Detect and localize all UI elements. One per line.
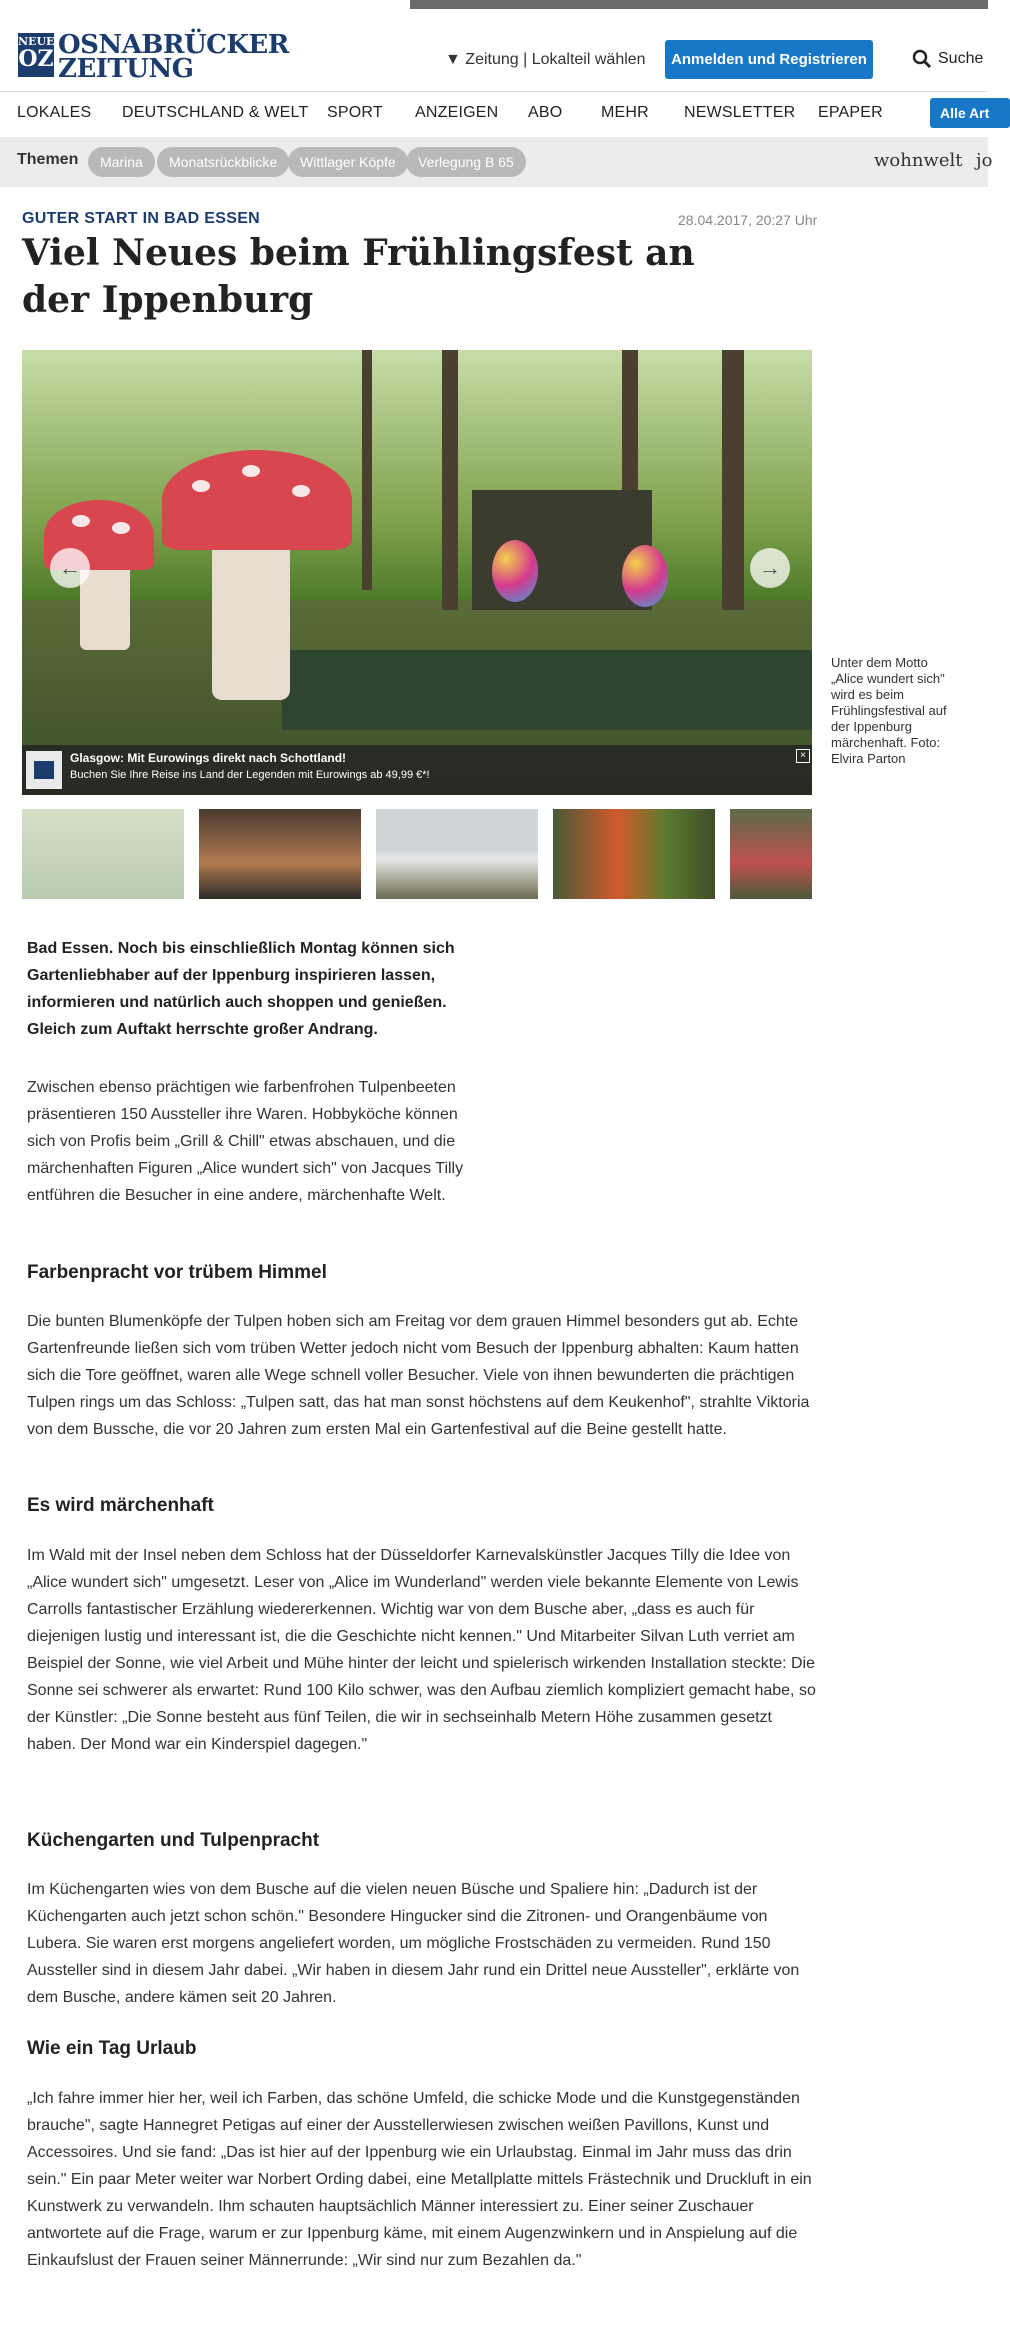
photo-balloons xyxy=(622,545,668,607)
nav-item-sport[interactable]: SPORT xyxy=(327,104,383,121)
main-nav xyxy=(0,91,988,138)
ad-logo xyxy=(26,751,62,789)
photo-mushroom-cap xyxy=(162,450,352,550)
themen-chip-wittlager-koepfe[interactable]: Wittlager Köpfe xyxy=(288,147,408,177)
photo-balloons xyxy=(492,540,538,602)
logo-wordmark xyxy=(58,30,289,84)
nav-item-epaper[interactable]: EPAPER xyxy=(818,104,883,121)
zeitung-selector[interactable] xyxy=(445,51,646,69)
themen-chip-verlegung-b65[interactable]: Verlegung B 65 xyxy=(406,147,526,177)
logo[interactable] xyxy=(18,30,289,84)
nav-item-mehr[interactable]: MEHR xyxy=(601,104,649,121)
gallery-thumbnails xyxy=(22,809,812,899)
caret-down-icon: ▼ xyxy=(445,51,461,68)
article-date: 28.04.2017, 20:27 Uhr xyxy=(678,212,818,228)
thumbnail-5[interactable] xyxy=(730,809,812,899)
all-articles-button[interactable]: Alle Art xyxy=(930,98,1010,128)
article-kicker: GUTER START IN BAD ESSEN xyxy=(22,210,261,227)
nav-item-deutschland-welt[interactable]: DEUTSCHLAND & WELT xyxy=(122,104,309,121)
section-heading: Es wird märchenhaft xyxy=(27,1495,214,1516)
photo-tree xyxy=(362,350,372,590)
search-button[interactable] xyxy=(912,49,983,69)
photo-mushroom-dot xyxy=(72,515,90,527)
article-paragraph: „Ich fahre immer hier her, weil ich Farben, das schöne Umfeld, die schicke Mode und die Kunstgegenständen brauche", sagte Hannegret Petigas auf einer der Ausstellerwiesen zwischen weißen Pavillons, Kunst und Accessoires. Und sie fand: „Das ist hier auf der Ippenburg wie ein Urlaubstag. Einmal im Jahr muss das drin sein." Ein paar Meter weiter war Norbert Ording dabei, eine Metallplatte mittels Frästechnik und Druckluft in ein Kunstwerk zu verwandeln. Ihm schauten hauptsächlich Männer interessiert zu. Einer seiner Zuschauer antwortete auf die Frage, warum er zur Ippenburg käme, mit einem Augenzwinkern und in Anspielung auf die Einkaufslust der Frauen seiner Männerrunde: „Wir sind nur zum Bezahlen da." xyxy=(27,2090,812,2269)
nav-item-lokales[interactable]: LOKALES xyxy=(17,104,92,121)
ad-title: Glasgow: Mit Eurowings direkt nach Schottland! xyxy=(70,751,347,765)
photo-mushroom-dot xyxy=(292,485,310,497)
logo-oz: OZ xyxy=(18,46,54,72)
thumbnail-2[interactable] xyxy=(199,809,361,899)
top-ad-strip[interactable] xyxy=(410,0,988,9)
article-paragraph: Im Küchengarten wies von dem Busche auf die vielen neuen Büsche und Spaliere hin: „Dadurch ist der Küchengarten auch jetzt schon schön." Besondere Hingucker sind die Zitronen- und Orangenbäume von Lubera. Sie waren erst morgens angeliefert worden, um mögliche Frostschäden zu vermeiden. Rund 150 Aussteller sind in diesem Jahr dabei. „Wir haben in diesem Jahr rund ein Drittel neue Aussteller", erklärte von dem Busche, andere kämen seit 20 Jahren. xyxy=(27,1881,800,2006)
section-heading: Farbenpracht vor trübem Himmel xyxy=(27,1262,327,1283)
photo-mushroom-dot xyxy=(112,522,130,534)
ad-text: Buchen Sie Ihre Reise ins Land der Legenden mit Eurowings ab 49,99 €*! xyxy=(70,769,430,781)
ad-close-icon[interactable]: × xyxy=(796,749,810,763)
login-register-button[interactable]: Anmelden und Registrieren xyxy=(665,40,873,79)
themen-chip-marina[interactable]: Marina xyxy=(88,147,155,177)
section-heading: Wie ein Tag Urlaub xyxy=(27,2038,197,2059)
gallery-prev-arrow-icon[interactable]: ← xyxy=(50,548,90,588)
photo-mushroom-dot xyxy=(242,465,260,477)
logo-line-2: ZEITUNG xyxy=(58,54,194,84)
article-paragraph: Im Wald mit der Insel neben dem Schloss hat der Düsseldorfer Karnevalskünstler Jacques Tilly die Idee von „Alice wundert sich" umgesetzt. Leser von „Alice im Wunderland" werden viele bekannte Elemente von Lewis Carrolls fantastischer Erzählung wiedererkennen. Wichtig war von dem Busche aber, „dass es auch für diejenigen lustig und interessant ist, die die Geschichte nicht kennen." Und Mitarbeiter Silvan Luth verriet am Beispiel der Sonne, wie viel Arbeit und Mühe hinter der leicht und spielerisch wirkenden Installation steckte: Die Sonne sei schwerer als erwartet: Rund 100 Kilo schwer, was den Aufbau ziemlich kompliziert gemacht habe, so der Künstler: „Die Sonne besteht aus fünf Teilen, die wir in sechseinhalb Metern Höhe zusammen gesetzt haben. Der Mond war ein Kinderspiel dagegen." xyxy=(27,1547,816,1753)
logo-neue: NEUE xyxy=(18,35,55,48)
zeitung-selector-label: Zeitung | Lokalteil wählen xyxy=(465,51,646,68)
gallery-ad-banner[interactable] xyxy=(22,745,812,795)
nav-item-newsletter[interactable]: NEWSLETTER xyxy=(684,104,796,121)
section-heading: Küchengarten und Tulpenpracht xyxy=(27,1830,320,1851)
photo-tree xyxy=(722,350,744,610)
image-gallery[interactable] xyxy=(22,350,812,795)
photo-pond xyxy=(282,650,812,730)
article-paragraph: Die bunten Blumenköpfe der Tulpen hoben sich am Freitag vor dem grauen Himmel besonders gut ab. Echte Gartenfreunde ließen sich vom trüben Wetter jedoch nicht vom Besuch der Ippenburg abhalten: Kaum hatten sich die Tore geöffnet, waren alle Wege schnell voller Besucher. Viele von ihnen bewunderten die prächtigen Tulpen rings um das Schloss: „Tulpen satt, das hat man sonst höchstens auf dem Keukenhof", strahlte Viktoria von dem Bussche, die vor 20 Jahren zum ersten Mal ein Gartenfestival auf die Beine gestellt hatte. xyxy=(27,1313,810,1438)
thumbnail-3[interactable] xyxy=(376,809,538,899)
logo-badge xyxy=(18,33,54,77)
article-paragraph: Zwischen ebenso prächtigen wie farbenfrohen Tulpenbeeten präsentieren 150 Aussteller ihre Waren. Hobbyköche können sich von Profis beim „Grill & Chill" etwas abschauen, und die märchenhaften Figuren „Alice wundert sich" von Jacques Tilly entführen die Besucher in eine andere, märchenhafte Welt. xyxy=(27,1079,464,1204)
thumbnail-4[interactable] xyxy=(553,809,715,899)
search-label: Suche xyxy=(938,50,984,67)
article-headline: Viel Neues beim Frühlingsfest an der Ippenburg xyxy=(22,232,695,321)
nav-item-anzeigen[interactable]: ANZEIGEN xyxy=(415,104,499,121)
nav-item-abo[interactable]: ABO xyxy=(528,104,563,121)
wohnwelt-link[interactable]: wohnwelt xyxy=(874,150,963,171)
logo-line-1: OSNABRÜCKER xyxy=(58,30,289,60)
gallery-next-arrow-icon[interactable]: → xyxy=(750,548,790,588)
site-header xyxy=(0,9,988,91)
search-icon xyxy=(912,49,932,69)
thumbnail-1[interactable] xyxy=(22,809,184,899)
photo-tree xyxy=(442,350,458,610)
article-lead: Bad Essen. Noch bis einschließlich Montag können sich Gartenliebhaber auf der Ippenburg inspirieren lassen, informieren und natürlich auch shoppen und genießen. Gleich zum Auftakt herrschte großer Andrang. xyxy=(27,940,455,1038)
image-caption: Unter dem Motto „Alice wundert sich" wird es beim Frühlingsfestival auf der Ippenburg märchenhaft. Foto: Elvira Parton xyxy=(831,655,947,766)
themen-label: Themen xyxy=(17,151,79,168)
themen-chip-monatsrueckblicke[interactable]: Monatsrückblicke xyxy=(157,147,289,177)
photo-mushroom-dot xyxy=(192,480,210,492)
themen-bar xyxy=(0,137,993,187)
cut-off-link[interactable]: jo xyxy=(976,150,993,171)
